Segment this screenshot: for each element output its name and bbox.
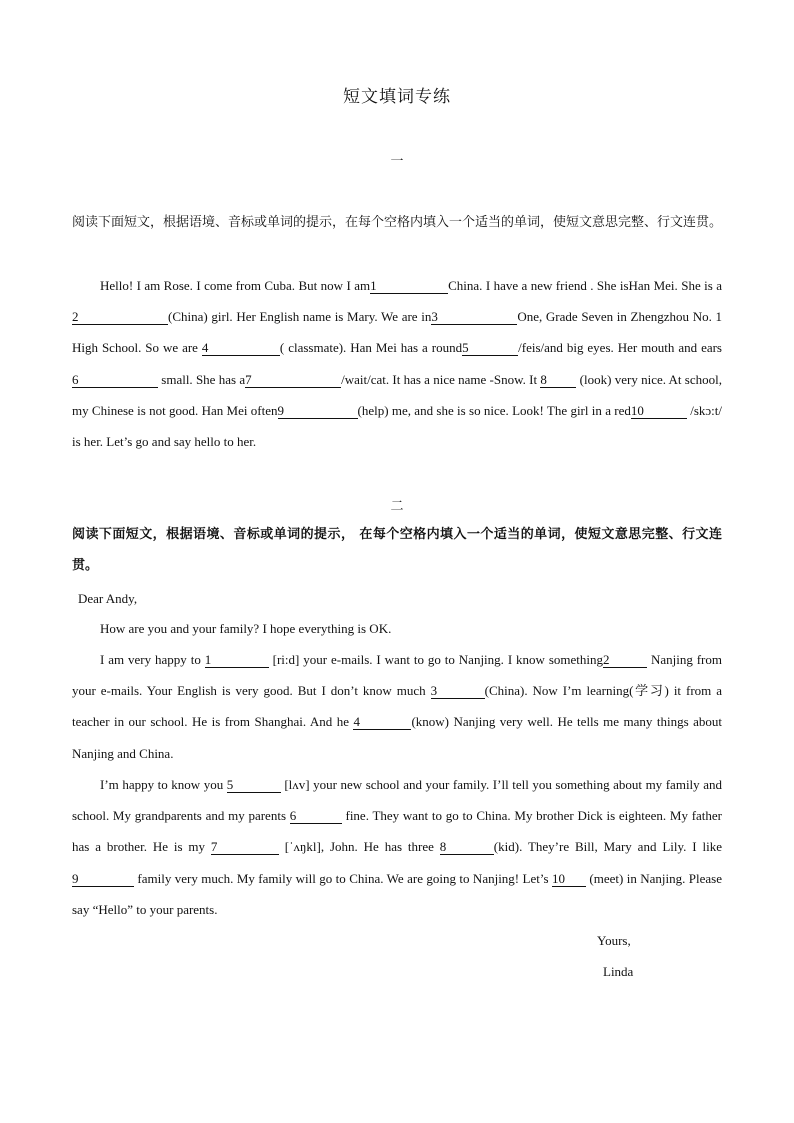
blank-9[interactable]: 9 [278, 404, 358, 419]
passage-text: China. I have a new friend . She isHan Mei. She is a [448, 278, 722, 293]
blank-10[interactable]: 10 [552, 872, 586, 887]
blank-5[interactable]: 5 [227, 778, 281, 793]
letter-closing: Yours, [597, 933, 631, 948]
passage-text: ( classmate). Han Mei has a round [279, 340, 463, 356]
letter-paragraph-1: How are you and your family? I hope everything is OK. [100, 621, 392, 636]
passage-text: small. She has a [158, 371, 246, 387]
passage-text: One, Grade Seven in Zhengzhou No. 1 High School. So we are [72, 309, 722, 356]
blank-10[interactable]: 10 [631, 404, 687, 419]
passage-text: (help) me, and she is so nice. Look! The girl in a red [357, 402, 631, 418]
passage-text: (know) Nanjing very well. He tells me many things about Nanjing and China. [72, 714, 722, 761]
passage-text: I’m happy to know you [100, 777, 227, 792]
section-1-mark: 一 [390, 154, 404, 169]
passage-text: /feis/and big eyes. Her mouth and ears [518, 340, 722, 356]
blank-1[interactable]: 1 [370, 279, 448, 294]
blank-6[interactable]: 6 [72, 373, 158, 388]
blank-6[interactable]: 6 [290, 809, 342, 824]
passage-text: (China) girl. Her English name is Mary. We are in [168, 309, 432, 325]
passage-text: Nanjing from your e-mails. Your English is very good. But I don’t know much [72, 652, 722, 699]
blank-1[interactable]: 1 [205, 653, 269, 668]
section-1-instruction: 阅读下面短文，根据语境、音标或单词的提示，在每个空格内填入一个适当的单词，使短文意思完整、行文连贯。 [72, 215, 723, 230]
letter-paragraph-2 [72, 644, 722, 769]
blank-8[interactable]: 8 [540, 373, 576, 388]
passage-text: /skɔ:t/ is her. Let’s go and say hello to her. [72, 402, 723, 450]
passage-text: (China). Now I’m learning(学习) it from a teacher in our school. He is from Shanghai. And he [72, 683, 722, 730]
passage-text: fine. They want to go to China. My brother Dick is eighteen. My father has a brother. He is my [72, 808, 723, 855]
blank-8[interactable]: 8 [440, 840, 494, 855]
blank-7[interactable]: 7 [211, 840, 279, 855]
passage-text: (kid). They’re Bill, Mary and Lily. I like [493, 839, 722, 855]
passage-text: Hello! I am Rose. I come from Cuba. But now I am [100, 278, 371, 293]
letter-paragraph-3 [72, 769, 722, 925]
blank-9[interactable]: 9 [72, 872, 134, 887]
passage-text: (meet) in Nanjing. Please say “Hello” to your parents. [72, 870, 722, 917]
blank-4[interactable]: 4 [353, 715, 411, 730]
blank-7[interactable]: 7 [245, 373, 341, 388]
passage-text: [ri:d] your e-mails. I want to go to Nanjing. I know something [268, 652, 604, 667]
passage-text: family very much. My family will go to China. We are going to Nanjing! Let’s [134, 870, 552, 886]
passage-text: /wait/cat. It has a nice name -Snow. It [341, 371, 541, 387]
passage-text: [ˈʌŋkl], John. He has three [278, 839, 440, 855]
passage-text: (look) very nice. At school, my Chinese is not good. Han Mei often [72, 371, 722, 418]
blank-3[interactable]: 3 [431, 310, 517, 325]
letter-salutation: Dear Andy, [78, 591, 138, 606]
blank-4[interactable]: 4 [202, 341, 280, 356]
blank-2[interactable]: 2 [72, 310, 168, 325]
blank-5[interactable]: 5 [462, 341, 518, 356]
blank-2[interactable]: 2 [603, 653, 647, 668]
section-2-instruction: 阅读下面短文，根据语境、音标或单词的提示， 在每个空格内填入一个适当的单词，使短文意思完整、行文连贯。 [72, 527, 722, 573]
blank-3[interactable]: 3 [431, 684, 485, 699]
section-2-mark: 二 [390, 499, 404, 514]
letter-signature: Linda [603, 964, 634, 979]
passage-text: [lʌv] your new school and your family. I’ll tell you something about my family and school. My grandparents and my parents [72, 777, 722, 824]
passage-text: I am very happy to [100, 652, 205, 667]
document-title: 短文填词专练 [343, 87, 451, 107]
section-1-passage [72, 270, 722, 457]
